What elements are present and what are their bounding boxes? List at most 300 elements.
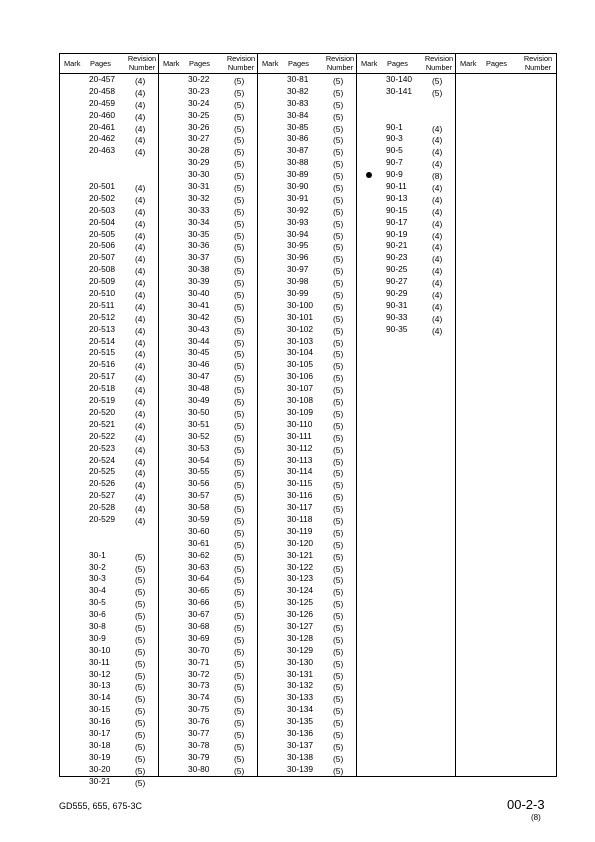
column-rows: [258, 74, 356, 776]
revision-cell: (4): [135, 397, 146, 408]
revision-cell: (5): [333, 337, 344, 348]
page-cell: 30-56: [188, 478, 210, 489]
revision-cell: (5): [234, 171, 245, 182]
table-row: [258, 657, 356, 669]
revision-cell: (5): [333, 301, 344, 312]
revision-cell: (5): [333, 206, 344, 217]
revision-cell: (5): [234, 230, 245, 241]
page-cell: 30-83: [287, 97, 309, 108]
revision-cell: (4): [432, 325, 443, 336]
page-cell: 30-102: [287, 323, 314, 334]
page-cell: 30-113: [287, 454, 313, 465]
page-cell: 20-459: [89, 97, 116, 108]
page-cell: 30-91: [287, 192, 309, 203]
header-pages: Pages: [486, 59, 507, 68]
page-cell: 30-12: [89, 668, 111, 679]
page-cell: 20-518: [89, 383, 116, 394]
revision-cell: (5): [234, 539, 245, 550]
table-row: [258, 490, 356, 502]
revision-cell: (5): [234, 290, 245, 301]
page-cell: 30-70: [188, 644, 210, 655]
revision-cell: (5): [333, 587, 344, 598]
table-row: [258, 633, 356, 645]
table-row: [60, 312, 158, 324]
table-row: [258, 324, 356, 336]
header-pages: Pages: [189, 59, 210, 68]
table-row: [159, 633, 257, 645]
table-row: [357, 169, 455, 181]
revision-cell: (5): [234, 527, 245, 538]
page-cell: 30-14: [89, 692, 111, 703]
page-cell: 20-521: [89, 418, 116, 429]
revision-cell: (5): [333, 634, 344, 645]
page-cell: 90-31: [386, 299, 408, 310]
page-cell: 30-136: [287, 727, 314, 738]
page-cell: 90-25: [386, 264, 408, 275]
page-cell: 30-46: [188, 359, 210, 370]
column-rows: [357, 74, 455, 336]
page-cell: 20-457: [89, 74, 116, 84]
page-cell: 20-523: [89, 442, 116, 453]
page-cell: 30-3: [89, 573, 106, 584]
page-cell: 30-93: [287, 216, 309, 227]
table-row: [357, 252, 455, 264]
page-cell: 30-86: [287, 133, 309, 144]
table-row: [159, 74, 257, 86]
revision-cell: (5): [333, 87, 344, 98]
page-cell: 30-66: [188, 597, 210, 608]
table-row: [60, 252, 158, 264]
table-row: [258, 573, 356, 585]
table-row: [159, 573, 257, 585]
table-row: [258, 217, 356, 229]
table-row: [60, 145, 158, 157]
table-row: [60, 86, 158, 98]
table-row: [159, 526, 257, 538]
table-row: [258, 276, 356, 288]
page-cell: 90-21: [386, 240, 408, 251]
revision-cell: (5): [234, 551, 245, 562]
revision-cell: (5): [333, 183, 344, 194]
page-cell: 30-103: [287, 335, 314, 346]
table-row: [60, 562, 158, 574]
table-row: [159, 252, 257, 264]
table-row: [159, 692, 257, 704]
table-column-5: [455, 53, 556, 776]
table-row: [60, 728, 158, 740]
table-row: [60, 585, 158, 597]
table-row: [159, 550, 257, 562]
table-row: [258, 692, 356, 704]
page-cell: 30-92: [287, 204, 309, 215]
table-row: [159, 752, 257, 764]
revision-cell: (5): [234, 183, 245, 194]
table-row: [159, 562, 257, 574]
page-cell: 30-121: [287, 549, 314, 560]
table-row: [159, 490, 257, 502]
page-cell: 20-516: [89, 359, 116, 370]
page-cell: 20-460: [89, 109, 116, 120]
revision-cell: (4): [135, 361, 146, 372]
table-column-3: [257, 53, 356, 776]
revision-cell: (4): [135, 373, 146, 384]
table-row: [60, 336, 158, 348]
revision-cell: (5): [333, 218, 344, 229]
revision-cell: (5): [234, 99, 245, 110]
revision-cell: (5): [234, 504, 245, 515]
page-cell: 30-105: [287, 359, 314, 370]
page-cell: 30-30: [188, 169, 210, 180]
revision-table: [59, 53, 557, 788]
revision-cell: (5): [333, 266, 344, 277]
table-row: [159, 122, 257, 134]
column-header: [159, 53, 257, 73]
revision-cell: (5): [333, 658, 344, 669]
page-cell: 30-26: [188, 121, 210, 132]
revision-cell: (5): [333, 230, 344, 241]
table-row: [60, 443, 158, 455]
page-cell: 20-524: [89, 454, 116, 465]
table-row: [258, 407, 356, 419]
header-mark: Mark: [64, 59, 81, 68]
table-row: [60, 407, 158, 419]
revision-cell: (5): [333, 456, 344, 467]
table-row: [258, 526, 356, 538]
column-header: [60, 53, 158, 73]
revision-cell: (5): [135, 706, 146, 717]
table-row: [159, 514, 257, 526]
revision-cell: (5): [333, 741, 344, 752]
page-cell: 30-100: [287, 299, 314, 310]
revision-cell: (5): [333, 420, 344, 431]
page-cell: 20-519: [89, 395, 116, 406]
page-cell: 30-23: [188, 85, 210, 96]
revision-cell: (5): [135, 646, 146, 657]
revision-cell: (5): [333, 480, 344, 491]
table-row: [159, 169, 257, 181]
page-cell: 30-42: [188, 311, 210, 322]
page-cell: 30-24: [188, 97, 210, 108]
table-row: [60, 217, 158, 229]
table-row: [357, 86, 455, 98]
header-revision: Revision Number: [226, 54, 256, 72]
page-cell: 30-125: [287, 597, 314, 608]
revision-cell: (5): [333, 718, 344, 729]
page-cell: 30-57: [188, 490, 210, 501]
revision-cell: (5): [135, 622, 146, 633]
revision-cell: (5): [333, 278, 344, 289]
table-row: [60, 419, 158, 431]
page-cell: 30-98: [287, 276, 309, 287]
page-cell: 30-4: [89, 585, 106, 596]
revision-cell: (5): [234, 325, 245, 336]
revision-cell: (4): [135, 480, 146, 491]
table-row: [159, 597, 257, 609]
table-row: [258, 562, 356, 574]
revision-cell: (4): [135, 87, 146, 98]
page-cell: 30-82: [287, 85, 309, 96]
revision-cell: (5): [333, 622, 344, 633]
table-row: [159, 645, 257, 657]
page-cell: 30-129: [287, 644, 314, 655]
table-row: [258, 680, 356, 692]
page-cell: 30-96: [287, 252, 309, 263]
table-row: [60, 692, 158, 704]
table-row: [258, 169, 356, 181]
revision-cell: (4): [135, 254, 146, 265]
page-cell: 90-35: [386, 323, 408, 334]
page-cell: 30-29: [188, 157, 210, 168]
revision-cell: (5): [234, 729, 245, 740]
page-cell: 30-71: [188, 656, 210, 667]
revision-cell: (5): [234, 706, 245, 717]
page-cell: 30-8: [89, 620, 106, 631]
page-cell: 30-62: [188, 549, 210, 560]
revision-cell: (5): [333, 670, 344, 681]
table-row: [60, 205, 158, 217]
table-row: [159, 383, 257, 395]
revision-cell: (4): [135, 194, 146, 205]
table-row: [60, 300, 158, 312]
page-cell: 30-109: [287, 406, 314, 417]
page-cell: 20-512: [89, 311, 116, 322]
page-cell: 20-463: [89, 145, 116, 156]
table-row: [159, 288, 257, 300]
table-row: [258, 300, 356, 312]
table-row: [357, 288, 455, 300]
table-row: [60, 181, 158, 193]
page-cell: 30-68: [188, 620, 210, 631]
page-cell: 30-1: [89, 549, 106, 560]
page-cell: 20-520: [89, 406, 116, 417]
table-row: [357, 74, 455, 86]
page-cell: 30-52: [188, 430, 210, 441]
revision-cell: (5): [234, 278, 245, 289]
revision-cell: (5): [333, 706, 344, 717]
table-row: [258, 98, 356, 110]
table-row: [60, 716, 158, 728]
revision-cell: (5): [333, 753, 344, 764]
revision-cell: (5): [333, 242, 344, 253]
revision-cell: (5): [333, 254, 344, 265]
table-row: [258, 86, 356, 98]
table-row: [159, 229, 257, 241]
table-row: [60, 383, 158, 395]
page-cell: 30-72: [188, 668, 210, 679]
table-row: [159, 609, 257, 621]
table-row: [258, 371, 356, 383]
page-cell: 30-2: [89, 561, 106, 572]
table-row: [258, 621, 356, 633]
table-row: [357, 264, 455, 276]
revision-cell: (5): [333, 646, 344, 657]
table-row: [258, 538, 356, 550]
table-row: [159, 431, 257, 443]
table-column-4: [356, 53, 455, 776]
revision-cell: (4): [432, 254, 443, 265]
table-row: [258, 110, 356, 122]
revision-cell: (5): [135, 718, 146, 729]
table-row: [60, 669, 158, 681]
table-row: [258, 669, 356, 681]
table-row: [60, 98, 158, 110]
table-column-1: [60, 53, 158, 788]
page-cell: 30-55: [188, 466, 210, 477]
table-row: [258, 514, 356, 526]
revision-cell: (5): [234, 147, 245, 158]
page-cell: 20-527: [89, 490, 116, 501]
page-cell: 30-35: [188, 228, 210, 239]
revision-cell: (5): [234, 634, 245, 645]
page-cell: 30-115: [287, 478, 313, 489]
page-cell: 30-54: [188, 454, 210, 465]
page-cell: 30-34: [188, 216, 210, 227]
revision-cell: (5): [234, 658, 245, 669]
header-mark: Mark: [163, 59, 180, 68]
page-cell: 30-134: [287, 704, 314, 715]
table-row: [159, 324, 257, 336]
column-rows: [60, 74, 158, 787]
page-cell: 20-462: [89, 133, 116, 144]
table-row: [60, 633, 158, 645]
table-row: [159, 669, 257, 681]
page-cell: 30-38: [188, 264, 210, 275]
page-cell: 30-81: [287, 74, 309, 84]
revision-cell: (5): [333, 135, 344, 146]
page-cell: 30-138: [287, 751, 314, 762]
page-cell: 90-1: [386, 121, 403, 132]
page-cell: 30-74: [188, 692, 210, 703]
header-mark: Mark: [361, 59, 378, 68]
table-row: [258, 609, 356, 621]
table-row: [60, 621, 158, 633]
table-row: [357, 133, 455, 145]
table-row: [60, 455, 158, 467]
page-cell: 90-17: [386, 216, 408, 227]
revision-cell: (5): [234, 361, 245, 372]
revision-cell: (5): [333, 147, 344, 158]
page-cell: 30-132: [287, 680, 314, 691]
table-row: [159, 728, 257, 740]
page-cell: 30-108: [287, 395, 314, 406]
table-row: [60, 157, 158, 169]
page-cell: 20-458: [89, 85, 116, 96]
revision-cell: (5): [333, 325, 344, 336]
page-cell: 30-51: [188, 418, 210, 429]
table-row: [159, 193, 257, 205]
table-row: [159, 466, 257, 478]
page-cell: 30-133: [287, 692, 314, 703]
header-pages: Pages: [288, 59, 309, 68]
page-cell: 30-64: [188, 573, 210, 584]
table-row: [60, 776, 158, 788]
revision-cell: (5): [333, 313, 344, 324]
page-cell: 30-11: [89, 656, 110, 667]
revision-cell: (4): [135, 242, 146, 253]
page-cell: 30-131: [287, 668, 314, 679]
revision-cell: (5): [333, 397, 344, 408]
revision-cell: (5): [135, 587, 146, 598]
revision-cell: (5): [234, 587, 245, 598]
table-row: [159, 395, 257, 407]
page-cell: 30-69: [188, 632, 210, 643]
page-cell: 20-525: [89, 466, 116, 477]
page-cell: 30-53: [188, 442, 210, 453]
revision-cell: (5): [333, 159, 344, 170]
revision-cell: (5): [234, 111, 245, 122]
revision-cell: (4): [432, 242, 443, 253]
revision-cell: (8): [432, 171, 443, 182]
page-cell: 20-508: [89, 264, 116, 275]
table-row: [258, 466, 356, 478]
table-row: [258, 359, 356, 371]
revision-cell: (4): [135, 111, 146, 122]
revision-cell: (4): [135, 337, 146, 348]
page-cell: 30-39: [188, 276, 210, 287]
revision-cell: (5): [234, 515, 245, 526]
table-row: [159, 419, 257, 431]
revision-cell: (4): [135, 147, 146, 158]
revision-cell: (4): [432, 230, 443, 241]
revision-cell: (5): [234, 765, 245, 776]
page-cell: 30-137: [287, 739, 314, 750]
header-revision: Revision Number: [424, 54, 454, 72]
revision-cell: (5): [234, 76, 245, 86]
table-row: [357, 145, 455, 157]
revision-cell: (5): [234, 563, 245, 574]
revision-cell: (5): [333, 99, 344, 110]
table-row: [357, 324, 455, 336]
table-row: [159, 336, 257, 348]
page-cell: 30-58: [188, 502, 210, 513]
revision-cell: (4): [135, 456, 146, 467]
revision-cell: (4): [432, 218, 443, 229]
page-cell: 30-17: [89, 727, 111, 738]
page-cell: 20-506: [89, 240, 116, 251]
table-row: [258, 205, 356, 217]
table-row: [258, 252, 356, 264]
revision-cell: (5): [333, 682, 344, 693]
revision-cell: (5): [234, 87, 245, 98]
revision-cell: (5): [234, 741, 245, 752]
page-cell: 90-29: [386, 288, 408, 299]
revision-cell: (5): [135, 682, 146, 693]
table-row: [159, 98, 257, 110]
revision-cell: (5): [135, 729, 146, 740]
page-cell: 30-18: [89, 739, 111, 750]
page-cell: 20-502: [89, 192, 116, 203]
revision-cell: (5): [135, 551, 146, 562]
page-cell: 20-528: [89, 502, 116, 513]
revision-cell: (5): [234, 611, 245, 622]
page-cell: 30-67: [188, 609, 210, 620]
revision-cell: (4): [135, 99, 146, 110]
page-cell: 30-106: [287, 371, 314, 382]
table-row: [258, 229, 356, 241]
revision-cell: (4): [135, 135, 146, 146]
revision-cell: (5): [234, 242, 245, 253]
table-row: [159, 110, 257, 122]
revision-cell: (5): [333, 171, 344, 182]
table-row: [357, 205, 455, 217]
page-cell: 30-123: [287, 573, 314, 584]
revision-cell: (5): [333, 432, 344, 443]
revision-cell: (5): [234, 468, 245, 479]
revision-cell: (5): [234, 385, 245, 396]
table-row: [357, 122, 455, 134]
page-cell: 30-19: [89, 751, 111, 762]
revision-cell: (5): [234, 646, 245, 657]
